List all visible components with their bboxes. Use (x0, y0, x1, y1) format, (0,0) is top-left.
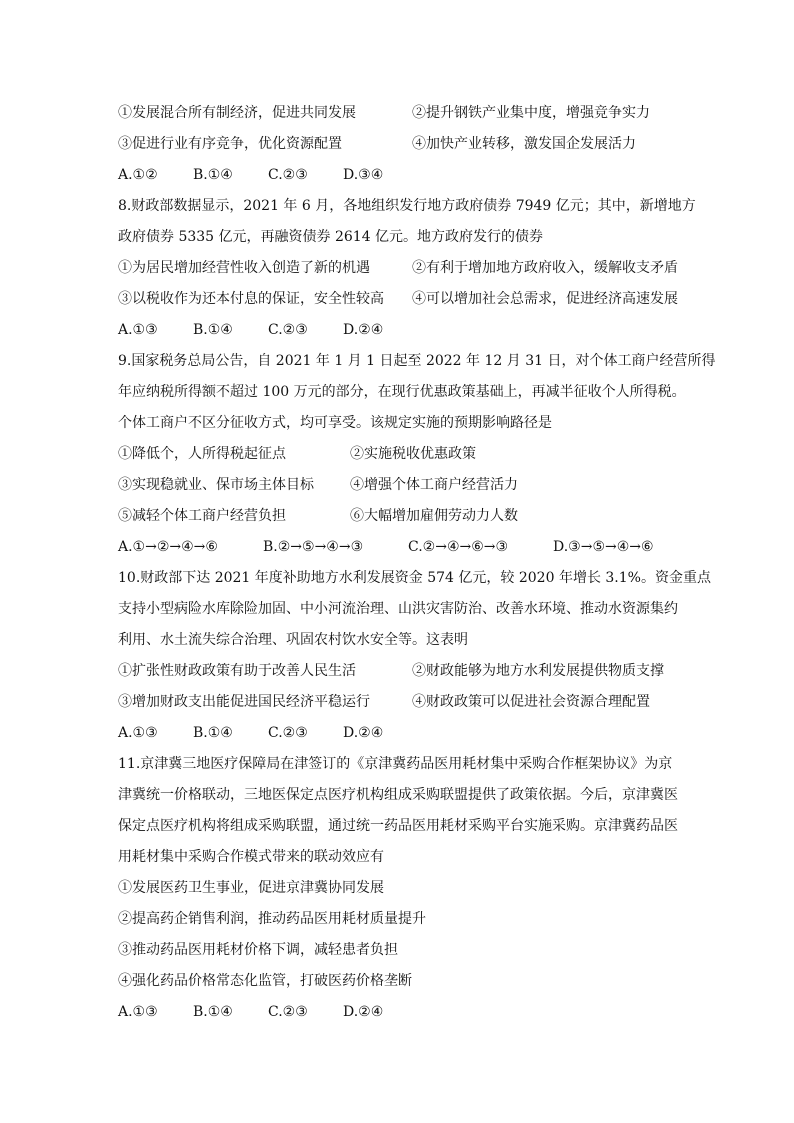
option-1: ①发展医药卫生事业，促进京津冀协同发展 (118, 880, 384, 896)
option-2: ②财政能够为地方水利发展提供物质支撑 (412, 663, 664, 679)
question-9 (118, 346, 716, 563)
option-row (118, 253, 678, 284)
question-stem-line: 用耗材集中采购合作模式带来的联动效应有 (118, 849, 384, 865)
question-stem-line: 支持小型病险水库除险加固、中小河流治理、山洪灾害防治、改善水环境、推动水资源集约 (118, 601, 678, 617)
answer-d: D.②④ (343, 1004, 384, 1020)
answer-c: C.②→④→⑥→③ (408, 539, 509, 555)
option-2: ②提升钢铁产业集中度，增强竞争实力 (412, 105, 650, 121)
option-row (118, 439, 678, 470)
answer-c: C.②③ (268, 725, 308, 741)
option-row (118, 687, 678, 718)
answer-d: D.②④ (343, 322, 384, 338)
answer-c: C.②③ (268, 1004, 308, 1020)
question-11 (118, 749, 678, 1028)
option-2: ②实施税收优惠政策 (350, 446, 476, 462)
option-3: ③推动药品医用耗材价格下调，减轻患者负担 (118, 942, 398, 958)
question-stem-line: 11.京津冀三地医疗保障局在津签订的《京津冀药品医用耗材集中采购合作框架协议》为京 (118, 756, 673, 772)
question-stem-line: 政府债券 5335 亿元，再融资债券 2614 亿元。地方政府发行的债券 (118, 229, 544, 245)
answer-a: A.①③ (118, 1004, 158, 1020)
question-stem-line: 10.财政部下达 2021 年度补助地方水利发展资金 574 亿元，较 2020 年增长 3.1%。资金重点 (118, 570, 711, 586)
option-4: ④财政政策可以促进社会资源合理配置 (412, 694, 650, 710)
answer-d: D.③→⑤→④→⑥ (553, 539, 654, 555)
answer-b: B.①④ (193, 167, 233, 183)
question-stem-line: 保定点医疗机构将组成采购联盟，通过统一药品医用耗材采购平台实施采购。京津冀药品医 (118, 818, 678, 834)
answer-c: C.②③ (268, 167, 308, 183)
answer-choices (118, 997, 678, 1028)
option-4: ④加快产业转移，激发国企发展活力 (412, 136, 636, 152)
option-3: ③增加财政支出能促进国民经济平稳运行 (118, 694, 370, 710)
answer-d: D.②④ (343, 725, 384, 741)
option-row (118, 656, 678, 687)
option-3: ③实现稳就业、保市场主体目标 (118, 477, 314, 493)
question-stem-line: 9.国家税务总局公告，自 2021 年 1 月 1 日起至 2022 年 12 月 31 日，对个体工商户经营所得 (118, 353, 716, 369)
option-1: ①扩张性财政政策有助于改善人民生活 (118, 663, 356, 679)
answer-a: A.①② (118, 167, 158, 183)
option-row (118, 284, 678, 315)
option-2: ②有利于增加地方政府收入，缓解收支矛盾 (412, 260, 678, 276)
question-stem-line: 8.财政部数据显示，2021 年 6 月，各地组织发行地方政府债券 7949 亿元；其中，新增地方 (118, 198, 696, 214)
option-row (118, 98, 678, 129)
option-4: ④增强个体工商户经营活力 (350, 477, 518, 493)
option-row (118, 470, 678, 501)
option-3: ③以税收作为还本付息的保证，安全性较高 (118, 291, 384, 307)
answer-a: A.①→②→④→⑥ (118, 539, 218, 555)
question-stem-line: 个体工商户不区分征收方式，均可享受。该规定实施的预期影响路径是 (118, 415, 552, 431)
answer-choices (118, 532, 678, 563)
question-8 (118, 191, 696, 346)
answer-c: C.②③ (268, 322, 308, 338)
option-2: ②提高药企销售利润，推动药品医用耗材质量提升 (118, 911, 426, 927)
option-1: ①为居民增加经营性收入创造了新的机遇 (118, 260, 370, 276)
option-1: ①降低个，人所得税起征点 (118, 446, 286, 462)
answer-choices (118, 718, 678, 749)
answer-d: D.③④ (343, 167, 384, 183)
exam-page (118, 98, 716, 1028)
answer-b: B.①④ (193, 725, 233, 741)
option-row (118, 129, 678, 160)
option-3: ③促进行业有序竞争，优化资源配置 (118, 136, 342, 152)
answer-choices (118, 315, 678, 346)
option-1: ①发展混合所有制经济，促进共同发展 (118, 105, 356, 121)
answer-a: A.①③ (118, 322, 158, 338)
option-row (118, 501, 678, 532)
answer-b: B.①④ (193, 1004, 233, 1020)
answer-a: A.①③ (118, 725, 158, 741)
question-10 (118, 563, 711, 749)
option-5: ⑤减轻个体工商户经营负担 (118, 508, 286, 524)
answer-choices (118, 160, 678, 191)
answer-b: B.②→⑤→④→③ (263, 539, 364, 555)
question-7 (118, 98, 678, 191)
question-stem-line: 年应纳税所得额不超过 100 万元的部分，在现行优惠政策基础上，再减半征收个人所得税。 (118, 384, 686, 400)
option-6: ⑥大幅增加雇佣劳动力人数 (350, 508, 518, 524)
option-4: ④强化药品价格常态化监管，打破医药价格垄断 (118, 973, 412, 989)
question-stem-line: 利用、水土流失综合治理、巩固农村饮水安全等。这表明 (118, 632, 468, 648)
option-4: ④可以增加社会总需求，促进经济高速发展 (412, 291, 678, 307)
answer-b: B.①④ (193, 322, 233, 338)
question-stem-line: 津冀统一价格联动，三地医保定点医疗机构组成采购联盟提供了政策依据。今后，京津冀医 (118, 787, 678, 803)
